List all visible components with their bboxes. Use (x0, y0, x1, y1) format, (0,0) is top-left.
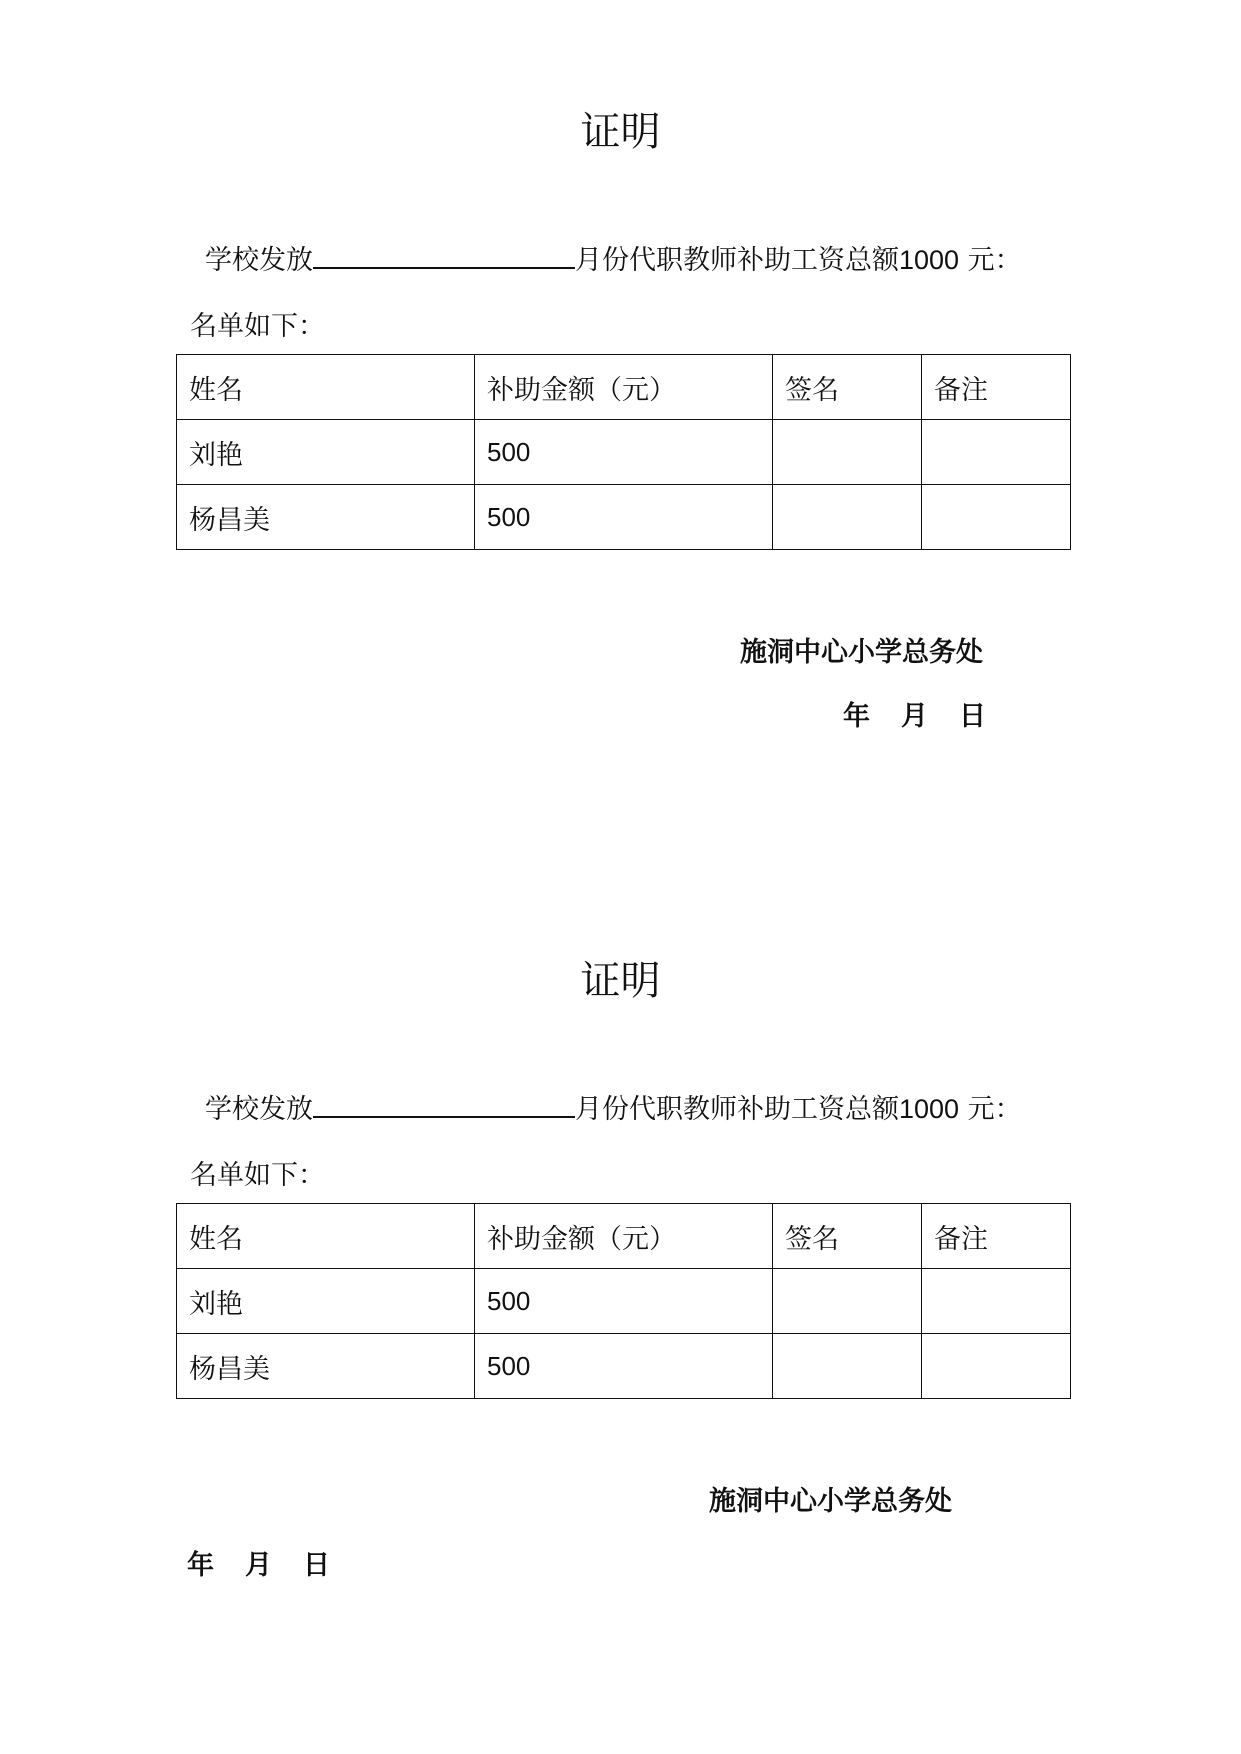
cell-name: 杨昌美 (177, 485, 475, 550)
subsidy-table (176, 354, 1071, 550)
list-label: 名单如下： (190, 311, 325, 342)
date-year: 年 (187, 1550, 214, 1581)
intro-line (205, 1087, 1022, 1126)
cell-signature (773, 485, 922, 550)
intro-suffix: 月份代职教师补助工资总额 (575, 245, 899, 276)
cell-note (922, 1334, 1071, 1399)
month-blank (313, 241, 575, 269)
intro-unit: 元： (967, 245, 1022, 276)
table-header-row (177, 355, 1071, 420)
intro-unit: 元： (967, 1094, 1022, 1125)
table-row (177, 1269, 1071, 1334)
total-amount: 1000 (899, 1094, 960, 1124)
date-day: 日 (303, 1550, 330, 1581)
date-line (843, 694, 986, 733)
header-name: 姓名 (177, 355, 475, 420)
cell-note (922, 485, 1071, 550)
intro-prefix: 学校发放 (205, 1094, 313, 1125)
month-blank (313, 1090, 575, 1118)
cell-signature (773, 1334, 922, 1399)
date-month: 月 (901, 701, 928, 732)
header-amount: 补助金额（元） (475, 355, 773, 420)
table-row (177, 1334, 1071, 1399)
cell-note (922, 420, 1071, 485)
intro-line (205, 238, 1022, 277)
cell-note (922, 1269, 1071, 1334)
cell-amount: 500 (475, 485, 773, 550)
office-name: 施洞中心小学总务处 (740, 637, 983, 668)
date-month: 月 (245, 1550, 272, 1581)
header-amount: 补助金额（元） (475, 1204, 773, 1269)
cell-amount: 500 (475, 1334, 773, 1399)
office-name: 施洞中心小学总务处 (709, 1486, 952, 1517)
header-note: 备注 (922, 1204, 1071, 1269)
intro-prefix: 学校发放 (205, 245, 313, 276)
cell-signature (773, 420, 922, 485)
table-row (177, 420, 1071, 485)
total-amount: 1000 (899, 245, 960, 275)
cell-name: 刘艳 (177, 420, 475, 485)
date-year: 年 (843, 701, 870, 732)
date-day: 日 (959, 701, 986, 732)
cell-name: 刘艳 (177, 1269, 475, 1334)
cell-signature (773, 1269, 922, 1334)
page-title: 证明 (580, 109, 661, 155)
subsidy-table (176, 1203, 1071, 1399)
date-line (187, 1543, 330, 1582)
certificate-section-2 (0, 849, 1241, 1709)
header-name: 姓名 (177, 1204, 475, 1269)
page-title: 证明 (580, 958, 661, 1004)
certificate-section-1 (0, 0, 1241, 860)
header-note: 备注 (922, 355, 1071, 420)
intro-suffix: 月份代职教师补助工资总额 (575, 1094, 899, 1125)
header-signature: 签名 (773, 1204, 922, 1269)
cell-amount: 500 (475, 420, 773, 485)
cell-name: 杨昌美 (177, 1334, 475, 1399)
list-label: 名单如下： (190, 1160, 325, 1191)
header-signature: 签名 (773, 355, 922, 420)
table-header-row (177, 1204, 1071, 1269)
table-row (177, 485, 1071, 550)
cell-amount: 500 (475, 1269, 773, 1334)
